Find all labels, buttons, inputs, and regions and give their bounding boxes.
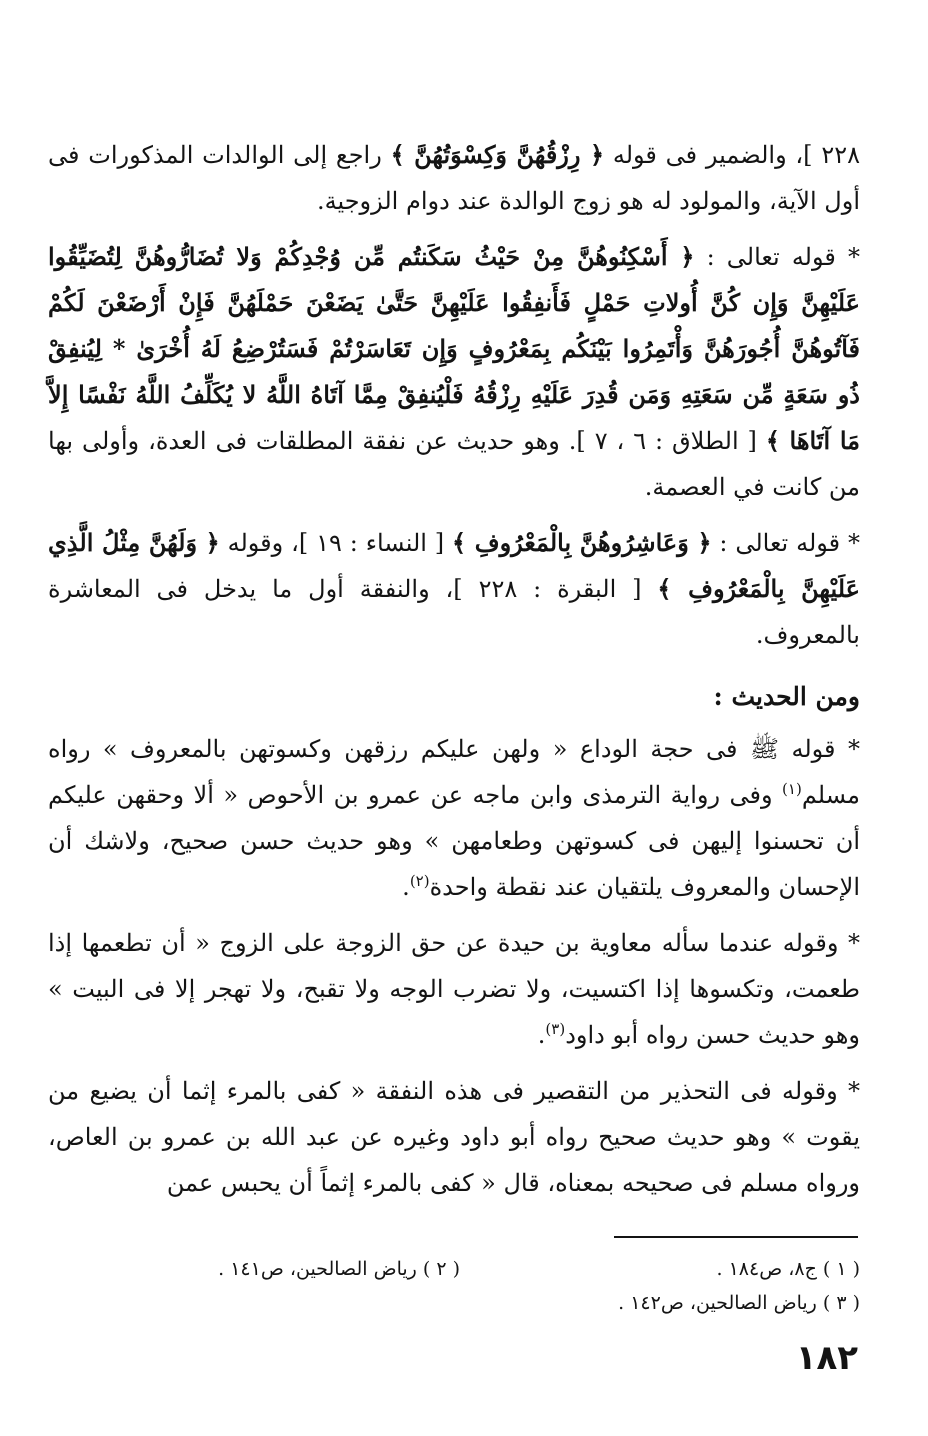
footnote-3: ( ٣ ) رياض الصالحين، ص١٤٢ . <box>618 1292 860 1314</box>
page-number: ١٨٢ <box>795 1338 858 1378</box>
quran-quote: ﴿ أَسْكِنُوهُنَّ مِنْ حَيْثُ سَكَنتُم مِّن وُجْدِكُمْ وَلا تُضَارُّوهُنَّ لِتُضَيِّقُوا عَلَيْهِنَّ وَإِن كُنَّ أُولاتِ حَمْلٍ فَأَنفِقُوا عَلَيْهِنَّ حَتَّىٰ يَضَعْنَ حَمْلَهُنَّ فَإِنْ أَرْضَعْنَ لَكُمْ فَآتُوهُنَّ أُجُورَهُنَّ وَأْتَمِرُوا بَيْنَكُم بِمَعْرُوفٍ وَإِن تَعَاسَرْتُمْ فَسَتُرْضِعُ لَهُ أُخْرَىٰ * لِيُنفِقْ ذُو سَعَةٍ مِّن سَعَتِهِ وَمَن قُدِرَ عَلَيْهِ رِزْقُهُ فَلْيُنفِقْ مِمَّا آتَاهُ اللَّهُ لا يُكَلِّفُ اللَّهُ نَفْسًا إِلاَّ مَا آتَاهَا ﴾ <box>48 242 861 455</box>
paragraph-1 <box>48 132 860 224</box>
quran-quote: ﴿ وَعَاشِرُوهُنَّ بِالْمَعْرُوفِ ﴾ <box>452 528 712 557</box>
paragraph-2 <box>48 234 860 510</box>
footnote-2: ( ٢ ) رياض الصالحين، ص١٤١ . <box>218 1258 460 1280</box>
quran-quote: ﴿ وَلَهُنَّ مِثْلُ الَّذِي عَلَيْهِنَّ بِالْمَعْرُوفِ ﴾ <box>48 528 860 603</box>
paragraph-4 <box>48 726 860 910</box>
section-heading: ومن الحديث : <box>713 682 860 711</box>
paragraph-6 <box>48 1068 860 1206</box>
text-run: [ النساء : ١٩ ]، وقوله <box>219 529 453 557</box>
text-run: راجع إلى الوالدات المذكورات فى أول الآية، والمولود له هو زوج الوالدة عند دوام الزوجية. <box>48 141 860 215</box>
text-run: [ البقرة : ٢٢٨ ]، والنفقة أول ما يدخل فى المعاشرة بالمعروف. <box>48 575 860 649</box>
footnote-1: ( ١ ) ج٨، ص١٨٤ . <box>716 1258 860 1280</box>
footnote-row <box>48 1252 860 1286</box>
text-run: * قوله تعالى : <box>711 529 861 557</box>
text-run: * قوله ﷺ فى حجة الوداع « ولهن عليكم رزقهن وكسوتهن بالمعروف » رواه مسلم <box>48 735 860 809</box>
text-run: [ الطلاق : ٦ ، ٧ ]. وهو حديث عن نفقة المطلقات فى العدة، وأولى بها من كانت في العصمة. <box>48 427 860 501</box>
text-run: وفى رواية الترمذى وابن ماجه عن عمرو بن الأحوص « ألا وحقهن عليكم أن تحسنوا إليهن فى كسوتهن وطعامهن » وهو حديث حسن صحيح، ولاشك أن الإحسان والمعروف يلتقيان عند نقطة واحدة <box>48 781 860 901</box>
footnote-divider <box>614 1236 858 1238</box>
text-run: . <box>537 1021 546 1049</box>
text-run: * وقوله عندما سأله معاوية بن حيدة عن حق الزوجة على الزوج « أن تطعمها إذا طعمت، وتكسوها إذا اكتسيت، ولا تضرب الوجه ولا تقبح، ولا تهجر إلا فى البيت » وهو حديث حسن رواه أبو داود <box>48 929 860 1049</box>
footnote-ref[interactable]: (٣) <box>545 1020 566 1038</box>
footnote-ref[interactable]: (١) <box>782 780 802 798</box>
text-run: * قوله تعالى : <box>694 243 860 271</box>
paragraph-3 <box>48 520 860 658</box>
footnotes <box>48 1252 860 1320</box>
text-run: . <box>402 873 410 901</box>
text-run: ٢٢٨ ]، والضمير فى قوله <box>604 141 860 169</box>
main-text <box>48 132 860 1206</box>
footnote-row <box>48 1286 860 1320</box>
paragraph-5 <box>48 920 860 1058</box>
text-run: * وقوله فى التحذير من التقصير فى هذه النفقة « كفى بالمرء إثما أن يضيع من يقوت » وهو حديث صحيح رواه أبو داود وغيره عن عبد الله بن عمرو بن العاص، ورواه مسلم فى صحيحه بمعناه، قال « كفى بالمرء إثماً أن يحبس عمن <box>48 1077 860 1197</box>
footnote-ref[interactable]: (٢) <box>409 872 430 890</box>
quran-quote: ﴿ رِزْقُهُنَّ وَكِسْوَتُهُنَّ ﴾ <box>390 140 605 169</box>
